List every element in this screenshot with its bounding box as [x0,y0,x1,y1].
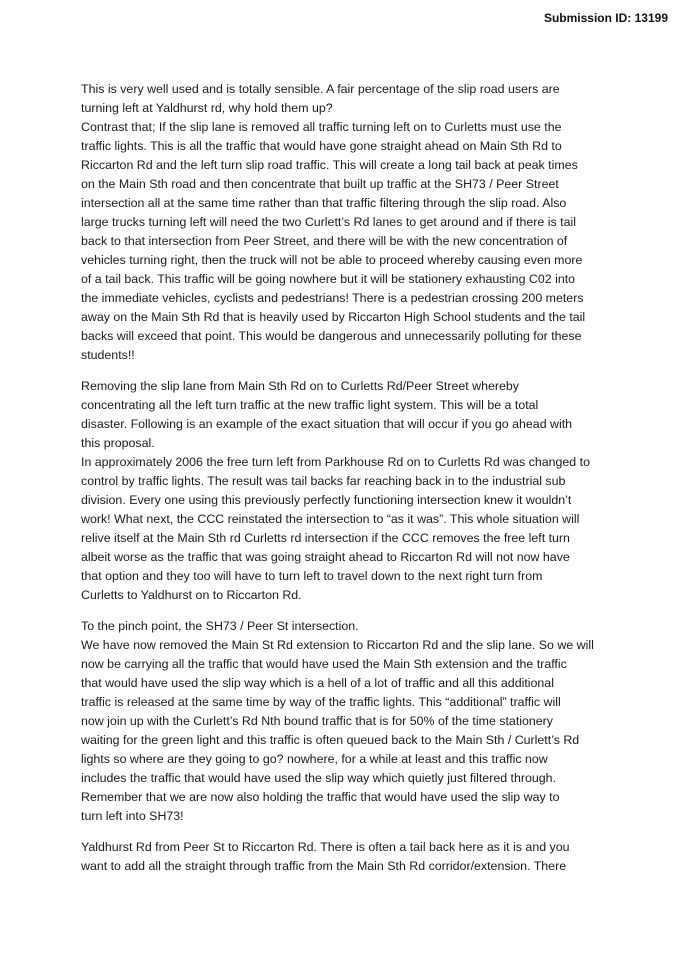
text-line: that would have used the slip way which is a hell of a lot of traffic and all this additional [81,676,554,690]
text-line: large trucks turning left will need the two Curlett’s Rd lanes to get around and if there is tail [81,215,576,229]
text-line: work! What next, the CCC reinstated the intersection to “as it was”. This whole situation will [81,512,580,526]
text-line: Yaldhurst Rd from Peer St to Riccarton Rd. There is often a tail back here as it is and you [81,840,570,854]
text-line: In approximately 2006 the free turn left from Parkhouse Rd on to Curletts Rd was changed to [81,455,590,469]
text-line: relive itself at the Main Sth rd Curletts rd intersection if the CCC removes the free left turn [81,531,570,545]
text-line: waiting for the green light and this traffic is often queued back to the Main Sth / Curlett’s Rd [81,733,580,747]
text-line: on the Main Sth road and then concentrate that built up traffic at the SH73 / Peer Street [81,177,559,191]
paragraph-gap [81,826,611,838]
text-line: backs will exceed that point. This would be dangerous and unnecessarily polluting for these [81,329,582,343]
text-line: want to add all the straight through traffic from the Main Sth Rd corridor/extension. There [81,859,567,873]
text-line: This is very well used and is totally sensible. A fair percentage of the slip road users are [81,82,560,96]
text-line: We have now removed the Main St Rd extension to Riccarton Rd and the slip lane. So we will [81,638,594,652]
paragraph-slip-road-usage [81,80,611,365]
text-line: Contrast that; If the slip lane is removed all traffic turning left on to Curletts must use the [81,120,562,134]
text-line: intersection all at the same time rather than that traffic filtering through the slip road. Also [81,196,567,210]
text-line: the immediate vehicles, cyclists and pedestrians! There is a pedestrian crossing 200 meters [81,291,584,305]
submission-id: Submission ID: 13199 [543,11,668,25]
text-line: division. Every one using this previously perfectly functioning intersection knew it wouldn’t [81,493,572,507]
text-line: Curletts to Yaldhurst on to Riccarton Rd. [81,588,302,602]
text-line: turn left into SH73! [81,809,184,823]
text-line: turning left at Yaldhurst rd, why hold them up? [81,101,333,115]
text-line: that option and they too will have to turn left to travel down to the next right turn from [81,569,543,583]
text-line: traffic is released at the same time by way of the traffic lights. This “additional” traffic will [81,695,561,709]
paragraph-removing-slip-lane [81,377,611,605]
text-line: includes the traffic that would have used the slip way which quietly just filtered through. [81,771,557,785]
paragraph-yaldhurst-rd [81,838,611,876]
text-line: students!! [81,348,135,362]
document-body [81,80,611,876]
text-line: Riccarton Rd and the left turn slip road traffic. This will create a long tail back at peak times [81,158,578,172]
paragraph-gap [81,605,611,617]
text-line: concentrating all the left turn traffic at the new traffic light system. This will be a total [81,398,539,412]
paragraph-pinch-point [81,617,611,826]
text-line: now be carrying all the traffic that would have used the Main Sth extension and the traffic [81,657,567,671]
text-line: now join up with the Curlett’s Rd Nth bound traffic that is for 50% of the time stationery [81,714,554,728]
text-line: this proposal. [81,436,155,450]
text-line: back to that intersection from Peer Street, and there will be with the new concentration of [81,234,568,248]
text-line: traffic lights. This is all the traffic that would have gone straight ahead on Main Sth Rd to [81,139,562,153]
text-line: lights so where are they going to go? nowhere, for a while at least and this traffic now [81,752,548,766]
text-line: To the pinch point, the SH73 / Peer St intersection. [81,619,359,633]
text-line: disaster. Following is an example of the exact situation that will occur if you go ahead with [81,417,573,431]
text-line: vehicles turning right, then the truck will not be able to proceed whereby causing even more [81,253,583,267]
text-line: of a tail back. This traffic will be going nowhere but it will be stationery exhausting C02 into [81,272,576,286]
paragraph-gap [81,365,611,377]
text-line: away on the Main Sth Rd that is heavily used by Riccarton High School students and the tail [81,310,586,324]
text-line: albeit worse as the traffic that was going straight ahead to Riccarton Rd will not now have [81,550,570,564]
text-line: Removing the slip lane from Main Sth Rd on to Curletts Rd/Peer Street whereby [81,379,520,393]
text-line: control by traffic lights. The result was tail backs far reaching back in to the industrial sub [81,474,566,488]
text-line: Remember that we are now also holding the traffic that would have used the slip way to [81,790,560,804]
